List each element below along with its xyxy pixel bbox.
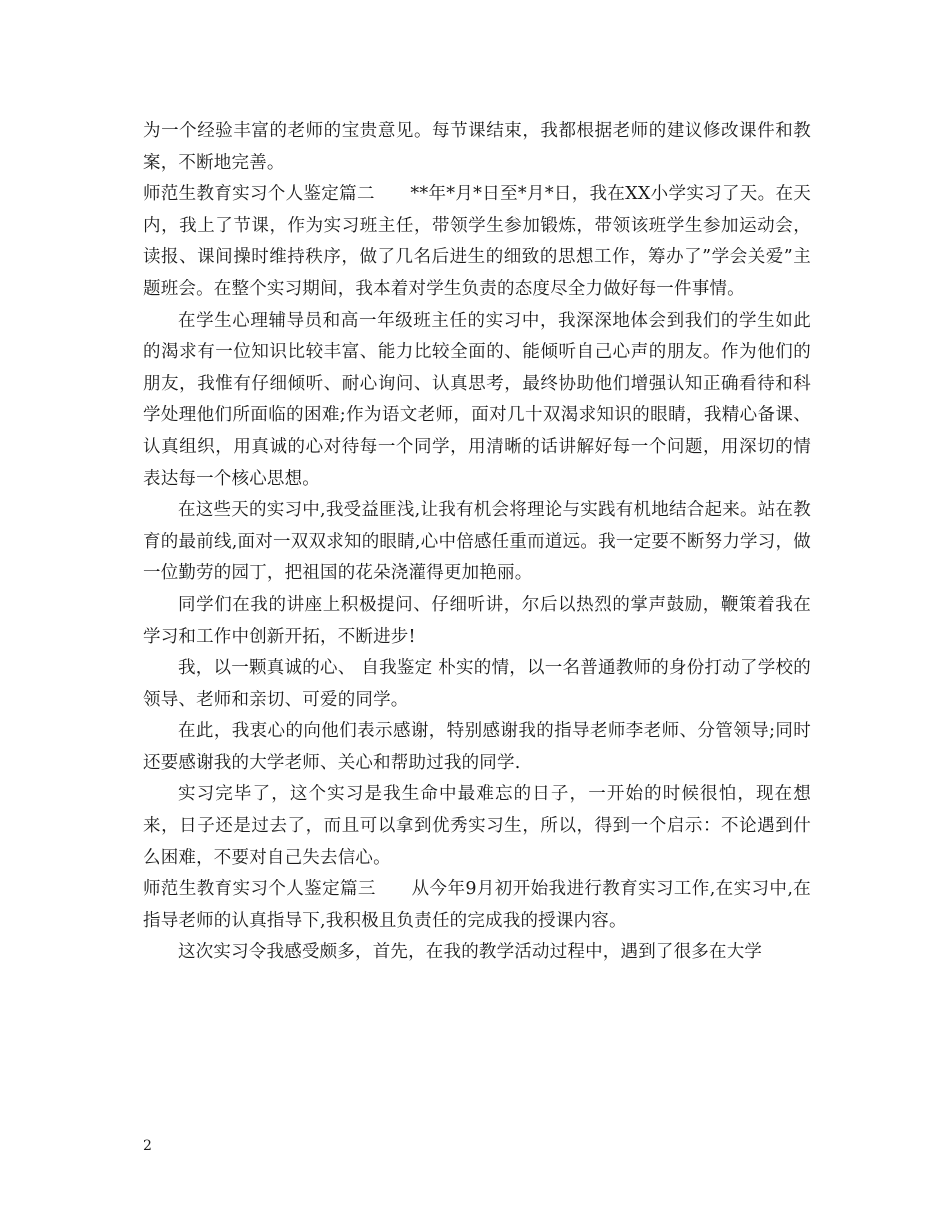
paragraph-1: 为一个经验丰富的老师的宝贵意见。每节课结束，我都根据老师的建议修改课件和教案，不断地完善。 (143, 121, 811, 173)
paragraph-4: 在这些天的实习中,我受益匪浅,让我有机会将理论与实践有机地结合起来。站在教育的最前线,面对一双双求知的眼睛,心中倍感任重而道远。我一定要不断努力学习，做一位勤劳的园丁，把祖国的花朵浇灌得更加艳丽。 (143, 500, 811, 584)
paragraph-2-section-two-heading: 师范生教育实习个人鉴定篇二 **年*月*日至*月*日，我在XX小学实习了天。在天内，我上了节课，作为实习班主任，带领学生参加锻炼，带领该班学生参加运动会，读报、课间操时维持秩序，做了几名后进生的细致的思想工作，筹办了”学会关爱”主题班会。在整个实习期间，我本着对学生负责的态度尽全力做好每一件事情。 (143, 184, 811, 299)
paragraph-10: 这次实习令我感受颇多，首先，在我的教学活动过程中，遇到了很多在大学 (178, 942, 763, 963)
page-number: 2 (143, 1138, 152, 1154)
paragraph-8: 实习完毕了，这个实习是我生命中最难忘的日子，一开始的时候很怕，现在想来，日子还是过去了，而且可以拿到优秀实习生，所以，得到一个启示：不论遇到什么困难，不要对自己失去信心。 (143, 784, 811, 868)
paragraph-6: 我，以一颗真诚的心、 自我鉴定 朴实的情，以一名普通教师的身份打动了学校的领导、老师和亲切、可爱的同学。 (143, 658, 811, 710)
paragraph-7: 在此，我衷心的向他们表示感谢，特别感谢我的指导老师李老师、分管领导;同时还要感谢我的大学老师、关心和帮助过我的同学. (143, 721, 811, 773)
document-body (143, 116, 811, 969)
paragraph-5: 同学们在我的讲座上积极提问、仔细听讲，尔后以热烈的掌声鼓励，鞭策着我在学习和工作中创新开拓，不断进步! (143, 594, 811, 647)
paragraph-3: 在学生心理辅导员和高一年级班主任的实习中，我深深地体会到我们的学生如此的渴求有一位知识比较丰富、能力比较全面的、能倾听自己心声的朋友。作为他们的朋友，我惟有仔细倾听、耐心询问、认真思考，最终协助他们增强认知正确看待和科学处理他们所面临的困难;作为语文老师，面对几十双渴求知识的眼睛，我精心备课、认真组织，用真诚的心对待每一个同学，用清晰的话讲解好每一个问题，用深切的情表达每一个核心思想。 (143, 310, 811, 489)
paragraph-9-section-three-heading: 师范生教育实习个人鉴定篇三 从今年9月初开始我进行教育实习工作,在实习中,在指导老师的认真指导下,我积极且负责任的完成我的授课内容。 (143, 879, 811, 931)
